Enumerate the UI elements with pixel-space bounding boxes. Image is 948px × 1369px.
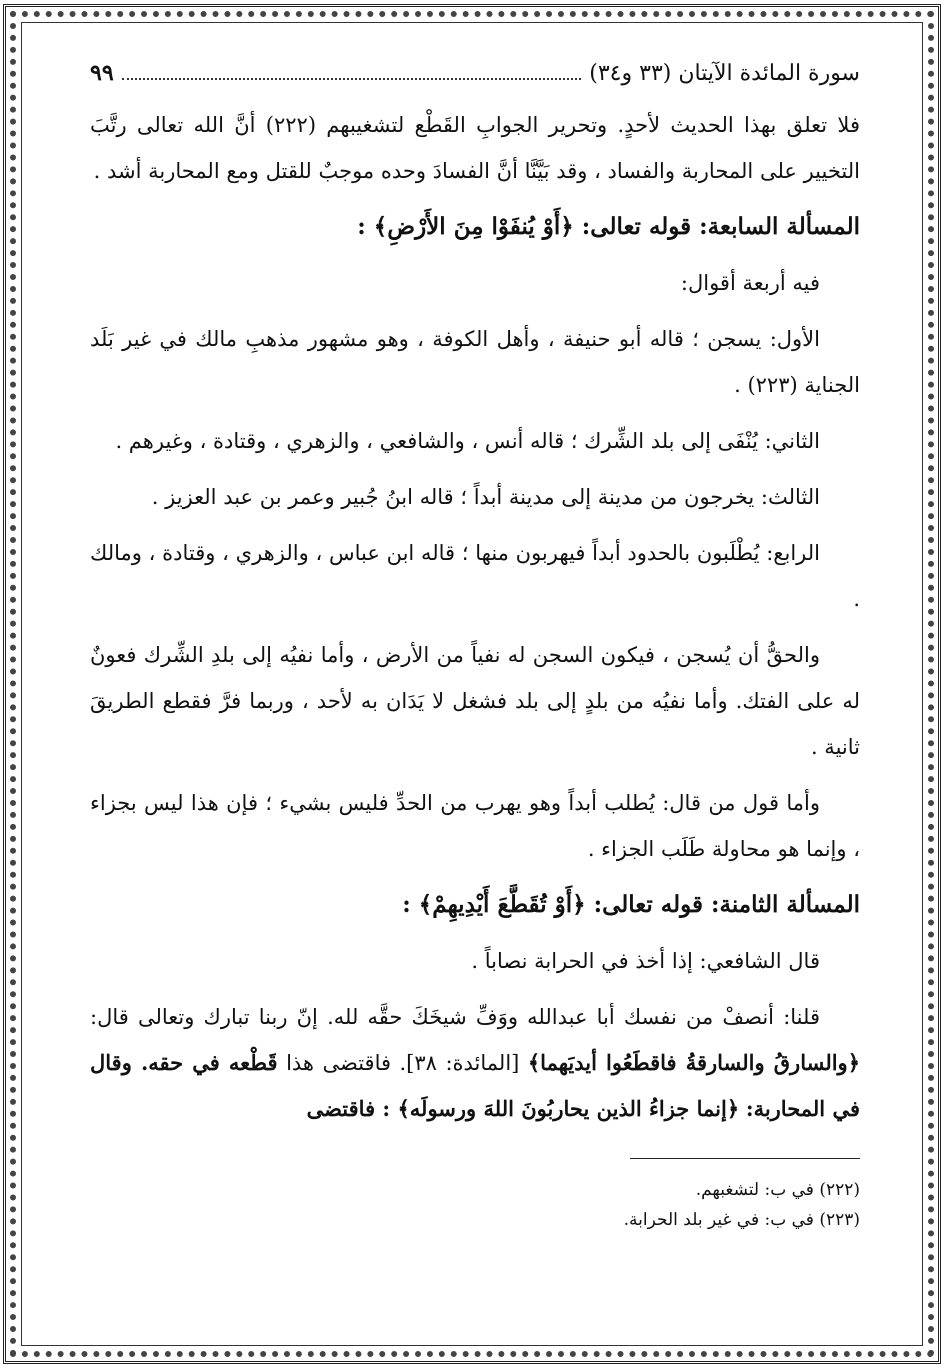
paragraph-9: قال الشافعي: إذا أخذ في الحرابة نصاباً .	[471, 949, 820, 973]
page-number: ٩٩	[90, 60, 114, 86]
paragraph-10	[90, 994, 860, 1132]
footnote-separator	[630, 1158, 860, 1159]
paragraph-2: فيه أربعة أقوال:	[680, 271, 820, 295]
section-heading-8	[90, 882, 860, 928]
heading-8-verse: ﴿أَوْ تُقَطَّعَ أَيْدِيهِمْ﴾ :	[402, 891, 586, 918]
heading-8-label: المسألة الثامنة: قوله تعالى:	[593, 891, 860, 918]
footnote-223: (٢٢٣) في ب: في غير بلد الحرابة.	[623, 1210, 860, 1230]
paragraph-5: الثالث: يخرجون من مدينة إلى مدينة أبداً ؛ قاله ابنُ جُبير وعمر بن عبد العزيز .	[151, 485, 820, 509]
header-leader-dots	[122, 77, 582, 80]
running-header	[90, 60, 860, 102]
section-heading-7	[90, 204, 860, 250]
paragraph-4: الثاني: يُنْفَى إلى بلد الشِّرك ؛ قاله أنس ، والشافعي ، والزهري ، وقتادة ، وغيرهم .	[115, 429, 820, 453]
paragraph-10-verse-2: ﴿إنما جزاءُ الذين يحاربُونَ اللهَ ورسولَه﴾ : فاقتضى	[306, 1096, 740, 1121]
paragraph-6: الرابع: يُطْلَبون بالحدود أبداً فيهربون منها ؛ قاله ابن عباس ، والزهري ، وقتادة ، ومالك .	[90, 541, 860, 611]
paragraph-10-part-b: [المائدة: ٣٨]. فاقتضى هذا	[286, 1051, 520, 1075]
header-title: سورة المائدة الآيتان (٣٣ و٣٤)	[589, 61, 860, 86]
heading-7-label: المسألة السابعة: قوله تعالى:	[581, 213, 860, 240]
paragraph-7: والحقُّ أن يُسجن ، فيكون السجن له نفياً من الأرض ، وأما نفيُه إلى بلدِ الشِّرك فعونٌ له على الفتك. وأما نفيُه من بلدٍ إلى بلد فشغل لا يَدَان به لأحد ، وربما فرَّ فقطع الطريقَ ثانية .	[90, 643, 860, 759]
footnote-222: (٢٢٢) في ب: لتشغبهم.	[695, 1180, 860, 1200]
paragraph-10-verse-1: ﴿والسارقُ والسارقةُ فاقطَعُوا أيديَهما﴾	[527, 1050, 861, 1075]
paragraph-10-part-a: قلنا: أنصفْ من نفسك أبا عبدالله ووَفِّ شيخَكَ حقَّه لله. إنّ ربنا تبارك وتعالى قال:	[90, 1005, 820, 1029]
heading-7-verse: ﴿أَوْ يُنفَوْا مِنَ الأَرْضِ﴾ :	[357, 213, 574, 240]
paragraph-3: الأول: يسجن ؛ قاله أبو حنيفة ، وأهل الكوفة ، وهو مشهور مذهبِ مالك في غير بَلَد الجناية (٢٢٣) .	[90, 327, 860, 397]
paragraph-8: وأما قول من قال: يُطلب أبداً وهو يهرب من الحدِّ فليس بشيء ؛ فإن هذا ليس بجزاء ، وإنما هو محاولة طَلَب الجزاء .	[90, 791, 860, 861]
paragraph-10-part-c: قَطْعه في حقه. وقال في المحاربة:	[90, 1050, 860, 1121]
paragraph-1: فلا تعلق بهذا الحديث لأحدٍ. وتحرير الجوابِ القَطْع لتشغيبهم (٢٢٢) أنَّ الله تعالى رتَّبَ التخيير على المحاربة والفساد ، وقد بَيَّنَّا أنَّ الفسادَ وحده موجبٌ للقتل ومع المحاربة أشد .	[90, 113, 860, 183]
page-body	[90, 60, 860, 1320]
